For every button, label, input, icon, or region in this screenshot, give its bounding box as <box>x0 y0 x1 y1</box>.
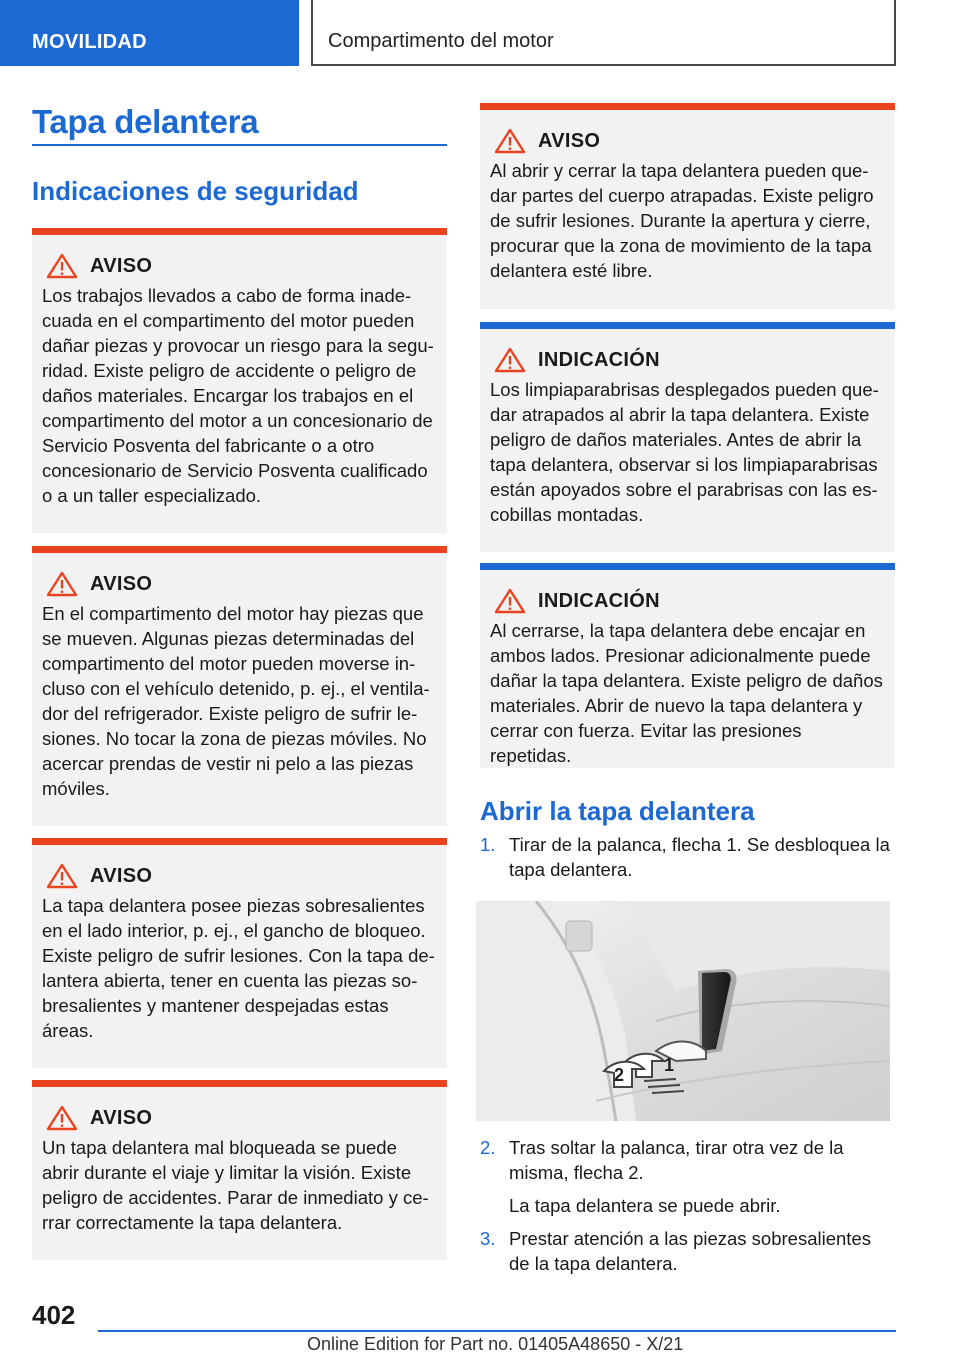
warning-text: Un tapa delantera mal bloqueada se puede abrir durante el viaje y limitar la visión. Existe peligro de accidentes. Parar de inmediato y ce-rrar correctamente la tapa delantera. <box>42 1137 429 1233</box>
notice-box <box>480 563 895 768</box>
page-title: Tapa delantera <box>32 103 259 140</box>
arrow-label-1: 1 <box>664 1055 675 1075</box>
page-header <box>0 0 960 66</box>
step-result: La tapa delantera se puede abrir. <box>509 1195 781 1216</box>
section-heading-open-hood: Abrir la tapa delantera <box>480 796 755 826</box>
warning-header <box>42 251 437 281</box>
step-text: Tirar de la palanca, flecha 1. Se desbloquea la tapa delantera. <box>509 834 890 880</box>
arrow-label-2: 2 <box>614 1065 625 1085</box>
step-number: 3. <box>480 1228 496 1249</box>
warning-text: La tapa delantera posee piezas sobresalientes en el lado interior, p. ej., el gancho de bloqueo. Existe peligro de sufrir lesiones. Con la tapa de-lantera abierta, tener en cuenta las piezas so-bresalientes y mantener despejadas estas áreas. <box>42 895 435 1041</box>
notice-header <box>490 345 885 375</box>
warning-text: Los trabajos llevados a cabo de forma inade-cuada en el compartimento del motor pueden dañar piezas y provocar un riesgo para la segu-ridad. Existe peligro de accidente o peligro de daños materiales. Encargar los trabajos en el compartimento del motor a un concesionario de Servicio Posventa del fabricante o a otro concesionario de Servicio Posventa cualificado o a un taller especializado. <box>42 285 434 506</box>
edition-note: Online Edition for Part no. 01405A48650 - X/21 <box>307 1334 684 1354</box>
step-text: Prestar atención a las piezas sobresalientes de la tapa delantera. <box>509 1228 871 1274</box>
warning-box <box>32 546 447 826</box>
notice-title: INDICACIÓN <box>538 589 660 612</box>
warning-triangle-icon <box>494 588 526 614</box>
warning-box <box>32 1080 447 1260</box>
warning-text: Al abrir y cerrar la tapa delantera pueden que-dar partes del cuerpo atrapadas. Existe peligro de sufrir lesiones. Durante la apertura y cierre, procurar que la zona de movimiento de la tapa delantera esté libre. <box>490 160 874 281</box>
footer-rule <box>98 1330 896 1332</box>
warning-triangle-icon <box>494 128 526 154</box>
steps-list <box>480 832 895 882</box>
notice-title: INDICACIÓN <box>538 348 660 371</box>
warning-title: AVISO <box>90 572 153 595</box>
page-number: 402 <box>32 1300 76 1330</box>
list-item <box>480 1135 895 1218</box>
left-column <box>32 100 447 1260</box>
chapter-title: Compartimento del motor <box>311 0 896 66</box>
lever-illustration <box>476 901 890 1121</box>
warning-text: En el compartimento del motor hay piezas que se mueven. Algunas piezas determinadas del compartimento del motor pueden moverse in-cluso con el vehículo detenido, p. ej., el ventila-dor del refrigerador. Existe peligro de sufrir le-siones. No tocar la zona de piezas móviles. No acercar prendas de vestir ni pelo a las piezas móviles. <box>42 603 430 799</box>
title-rule <box>32 144 447 146</box>
step-number: 2. <box>480 1137 496 1158</box>
section-tab: MOVILIDAD <box>0 0 299 66</box>
warning-triangle-icon <box>46 571 78 597</box>
warning-title: AVISO <box>538 129 601 152</box>
warning-box <box>32 838 447 1068</box>
notice-box <box>480 322 895 552</box>
warning-triangle-icon <box>46 253 78 279</box>
notice-text: Al cerrarse, la tapa delantera debe encajar en ambos lados. Presionar adicionalmente puede dañar la tapa delantera. Existe peligro de daños materiales. Abrir de nuevo la tapa delantera y cerrar con fuerza. Evitar las presiones repetidas. <box>490 620 883 766</box>
warning-triangle-icon <box>46 863 78 889</box>
section-heading-safety: Indicaciones de seguridad <box>32 176 359 206</box>
steps-list <box>480 1135 895 1276</box>
warning-box <box>480 103 895 309</box>
warning-title: AVISO <box>90 864 153 887</box>
warning-title: AVISO <box>90 254 153 277</box>
warning-triangle-icon <box>46 1105 78 1131</box>
step-number: 1. <box>480 834 496 855</box>
warning-header <box>42 1103 437 1133</box>
warning-title: AVISO <box>90 1106 153 1129</box>
hood-release-lever-figure <box>476 901 890 1121</box>
warning-header <box>42 861 437 891</box>
notice-text: Los limpiaparabrisas desplegados pueden que-dar atrapados al abrir la tapa delantera. Existe peligro de daños materiales. Antes de abrir la tapa delantera, observar si los limpiaparabrisas están apoyados sobre el parabrisas con las es-cobillas montadas. <box>490 379 879 525</box>
list-item <box>480 832 895 882</box>
warning-header <box>42 569 437 599</box>
warning-triangle-icon <box>494 347 526 373</box>
step-text: Tras soltar la palanca, tirar otra vez de la misma, flecha 2. <box>509 1137 844 1183</box>
warning-header <box>490 126 885 156</box>
right-column <box>480 103 895 1276</box>
list-item <box>480 1226 895 1276</box>
warning-box <box>32 228 447 533</box>
notice-header <box>490 586 885 616</box>
